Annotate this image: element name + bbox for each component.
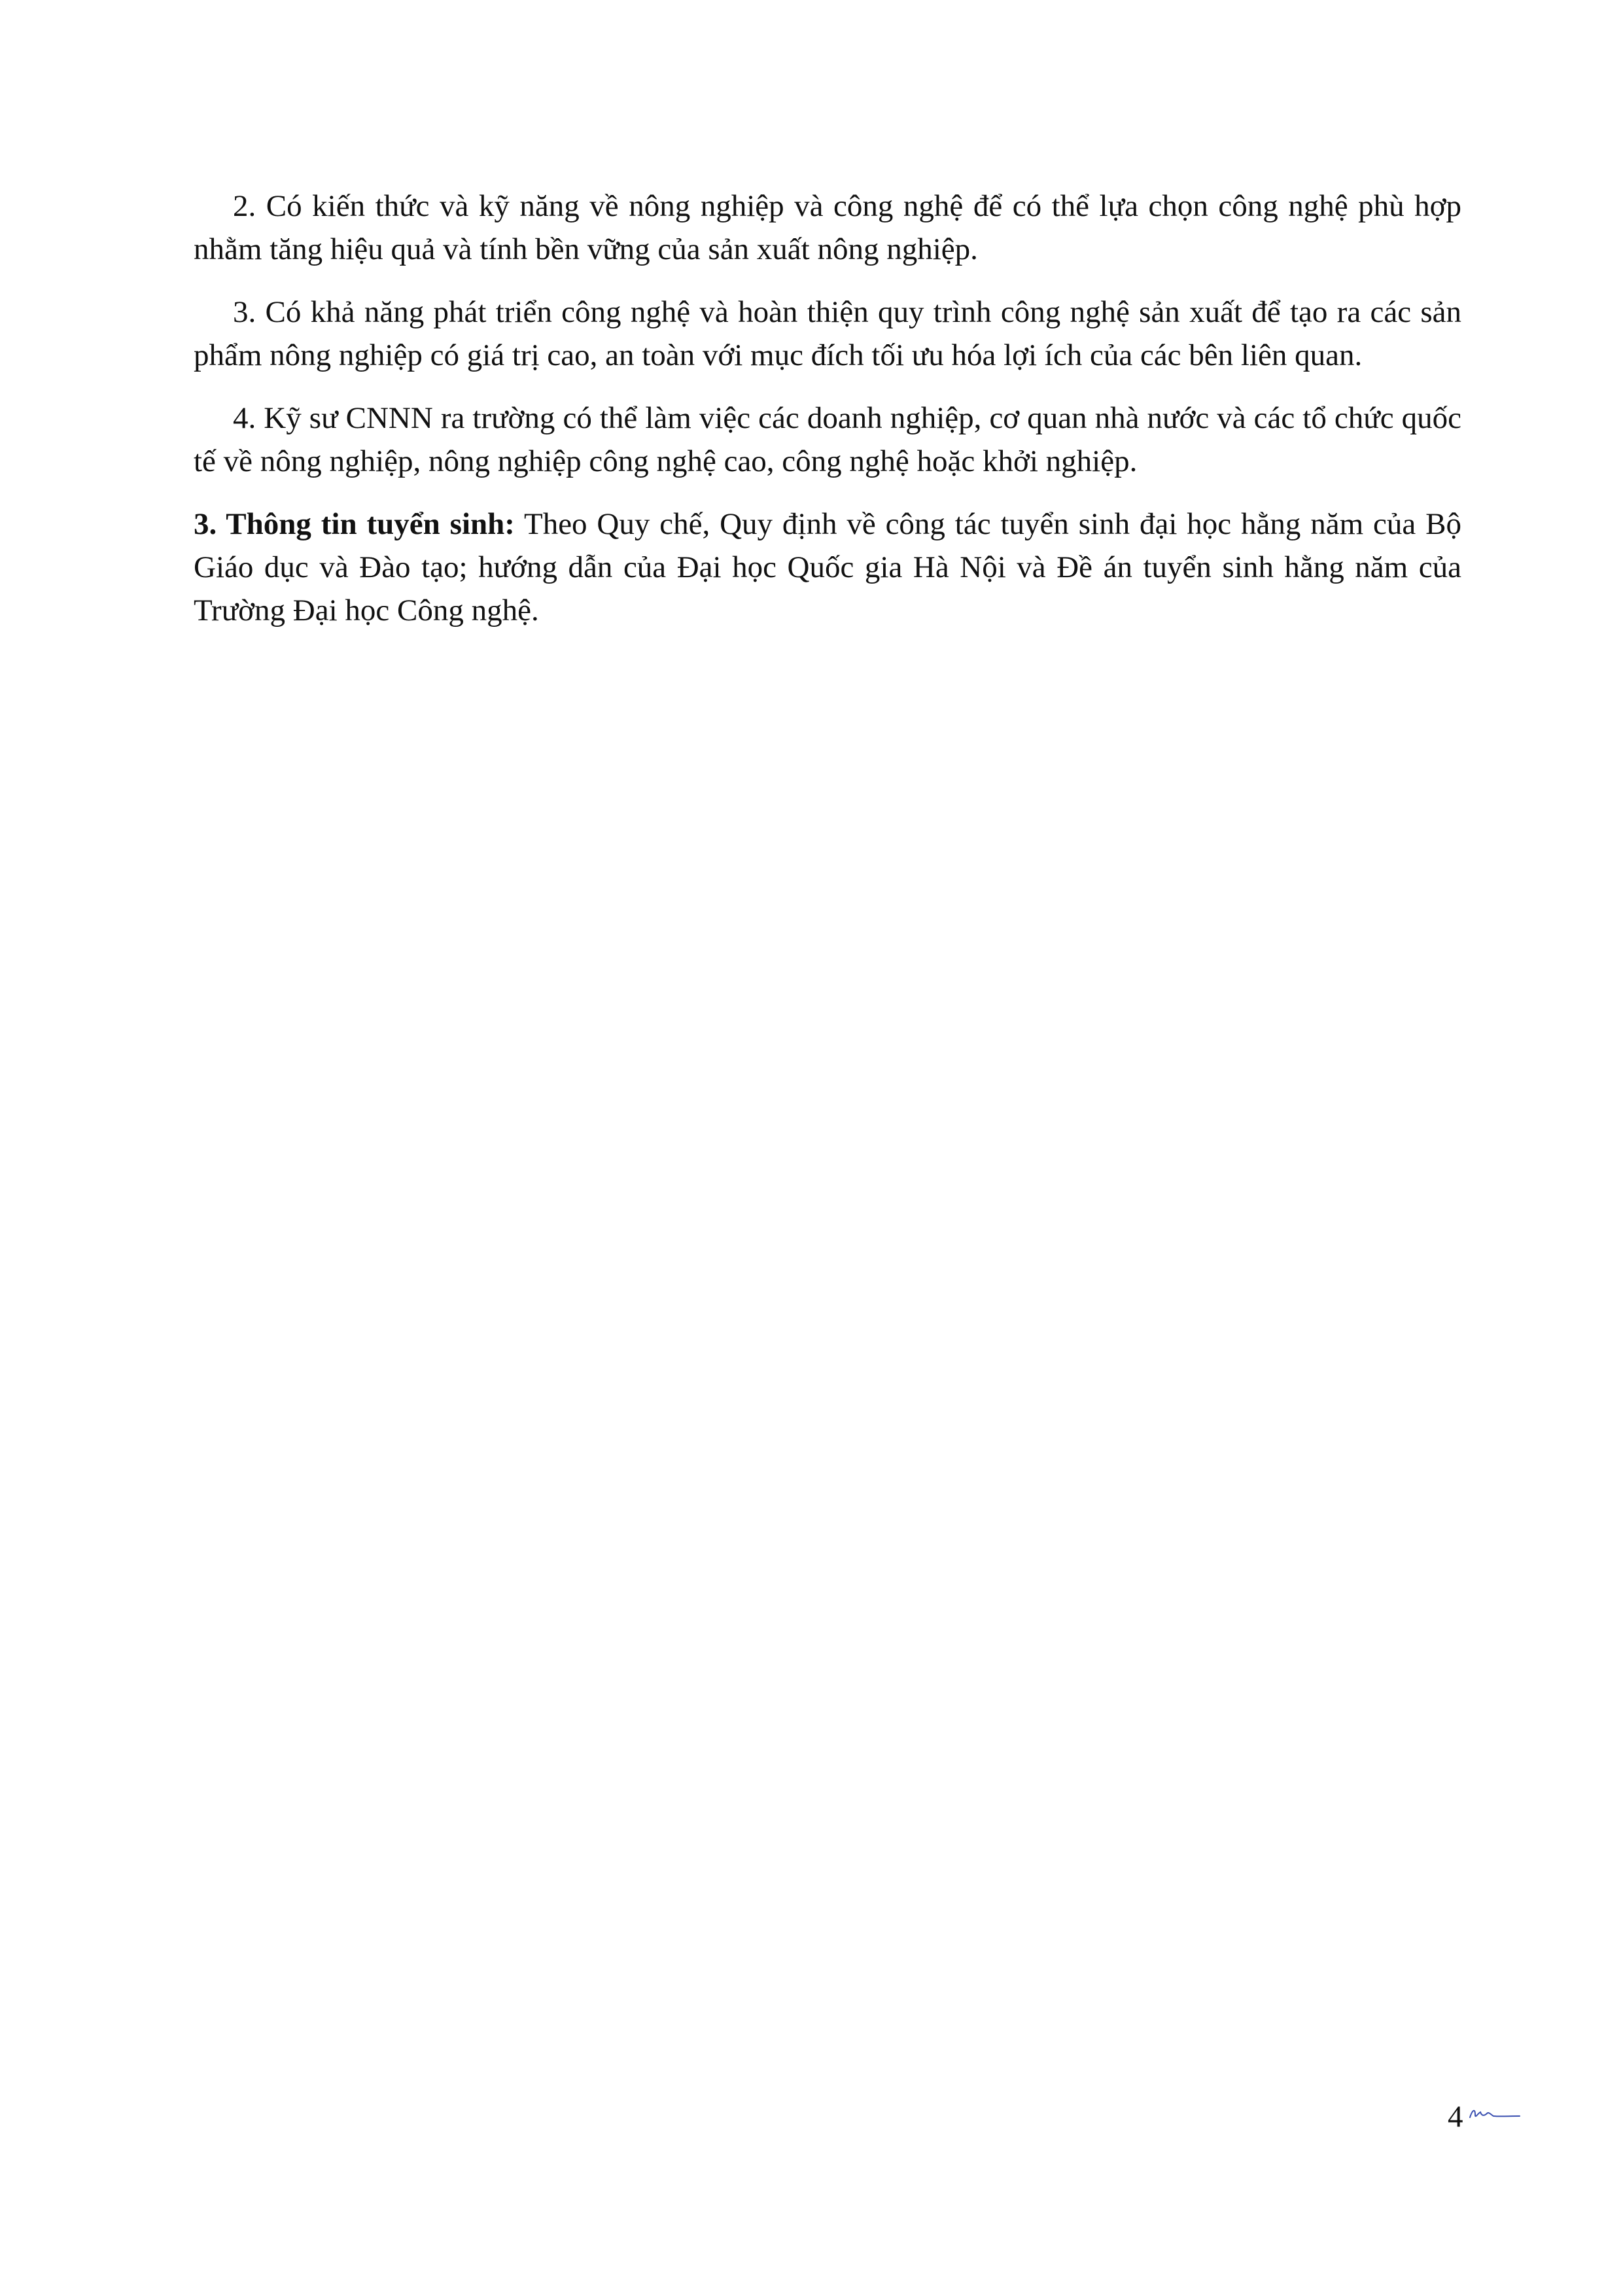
document-body	[194, 185, 1461, 652]
signature-initial-icon	[1467, 2104, 1521, 2124]
objective-item-2: 2. Có kiến thức và kỹ năng về nông nghiệp và công nghệ để có thể lựa chọn công nghệ phù hợp nhằm tăng hiệu quả và tính bền vững của sản xuất nông nghiệp.	[194, 189, 1461, 266]
objective-item-4: 4. Kỹ sư CNNN ra trường có thể làm việc các doanh nghiệp, cơ quan nhà nước và các tổ chức quốc tế về nông nghiệp, nông nghiệp công nghệ cao, công nghệ hoặc khởi nghiệp.	[194, 401, 1461, 478]
admission-info-paragraph	[194, 503, 1461, 632]
admission-info-heading: 3. Thông tin tuyển sinh:	[194, 507, 515, 541]
page-number: 4	[1448, 2100, 1463, 2134]
objective-item-3: 3. Có khả năng phát triển công nghệ và hoàn thiện quy trình công nghệ sản xuất để tạo ra các sản phẩm nông nghiệp có giá trị cao, an toàn với mục đích tối ưu hóa lợi ích của các bên liên quan.	[194, 295, 1461, 372]
admission-info-text: Theo Quy chế, Quy định về công tác tuyển sinh đại học hằng năm của Bộ Giáo dục và Đào tạo; hướng dẫn của Đại học Quốc gia Hà Nội và Đề án tuyển sinh hằng năm của Trường Đại học Công nghệ.	[194, 507, 1461, 627]
